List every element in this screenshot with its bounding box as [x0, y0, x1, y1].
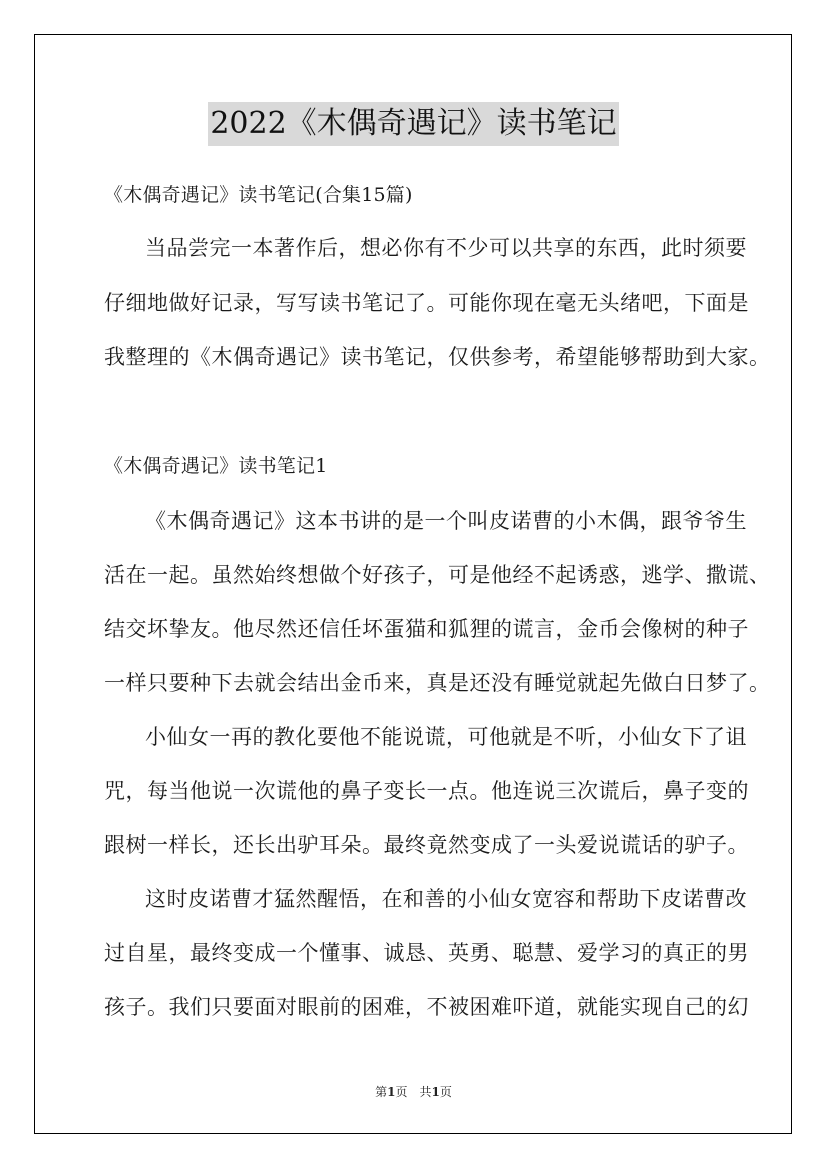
footer-page-prefix: 第 — [375, 1085, 388, 1099]
paragraph-line: 孩子。我们只要面对眼前的困难，不被困难吓道，就能实现自己的幻 — [104, 995, 749, 1019]
paragraph-line: 过自星，最终变成一个懂事、诚恳、英勇、聪慧、爱学习的真正的男 — [104, 941, 749, 965]
paragraph-line: 一样只要种下去就会结出金币来，真是还没有睡觉就起先做白日梦了。 — [104, 671, 771, 695]
paragraph-line: 结交坏挚友。他尽然还信任坏蛋猫和狐狸的谎言，金币会像树的种子 — [104, 617, 749, 641]
document-title: 2022《木偶奇遇记》读书笔记 — [208, 102, 618, 146]
intro-line: 当品尝完一本著作后，想必你有不少可以共享的东西，此时须要 — [145, 236, 747, 260]
footer-page-number: 1 — [387, 1085, 396, 1099]
footer-page-suffix: 页 共 — [395, 1085, 432, 1099]
section-heading: 《木偶奇遇记》读书笔记1 — [104, 455, 328, 477]
footer-total-number: 1 — [431, 1085, 440, 1099]
paragraph-line: 这时皮诺曹才猛然醒悟，在和善的小仙女宽容和帮助下皮诺曹改 — [145, 887, 747, 911]
page-footer — [0, 1083, 827, 1100]
paragraph-line: 咒，每当他说一次谎他的鼻子变长一点。他连说三次谎后，鼻子变的 — [104, 779, 749, 803]
paragraph-line: 跟树一样长，还长出驴耳朵。最终竟然变成了一头爱说谎话的驴子。 — [104, 833, 749, 857]
paragraph-line: 活在一起。虽然始终想做个好孩子，可是他经不起诱惑，逃学、撒谎、 — [104, 563, 771, 587]
document-subtitle: 《木偶奇遇记》读书笔记(合集15篇) — [104, 184, 413, 206]
intro-line: 我整理的《木偶奇遇记》读书笔记，仅供参考，希望能够帮助到大家。 — [104, 345, 771, 369]
paragraph-line: 《木偶奇遇记》这本书讲的是一个叫皮诺曹的小木偶，跟爷爷生 — [145, 509, 747, 533]
footer-total-suffix: 页 — [439, 1085, 452, 1099]
paragraph-line: 小仙女一再的教化要他不能说谎，可他就是不听，小仙女下了诅 — [145, 725, 747, 749]
intro-line: 仔细地做好记录，写写读书笔记了。可能你现在毫无头绪吧，下面是 — [104, 291, 749, 315]
title-container — [0, 102, 827, 146]
